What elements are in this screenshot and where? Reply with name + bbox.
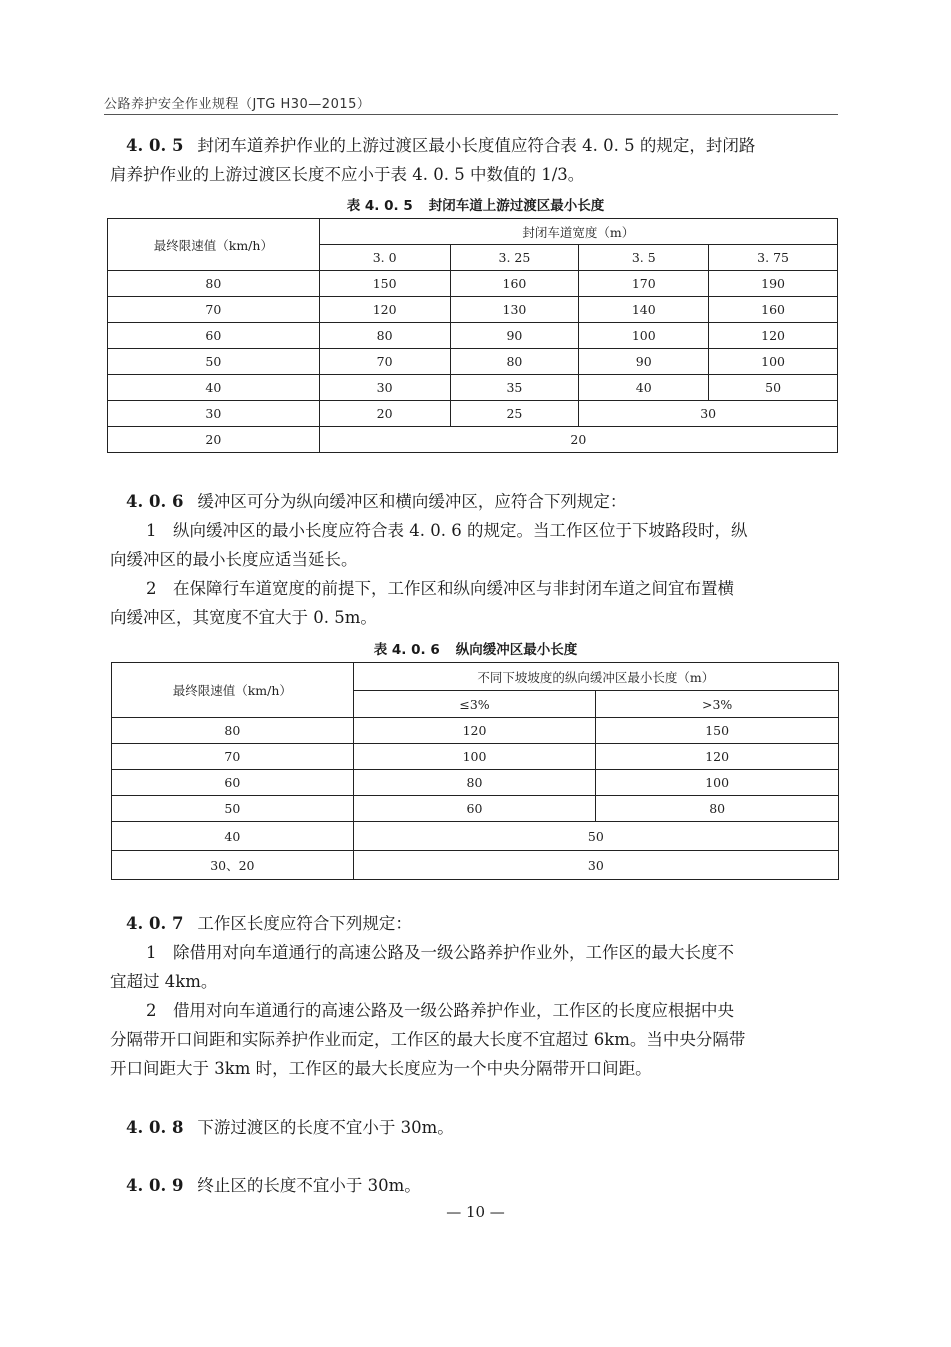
cell: 80 — [353, 770, 596, 796]
table-row — [112, 851, 839, 880]
cell: 90 — [450, 323, 579, 349]
item-2-continued: 分隔带开口间距和实际养护作业而定，工作区的最大长度不宜超过 6km。当中央分隔带 — [110, 1030, 746, 1049]
cell: 70 — [319, 349, 450, 375]
width-col: 3. 0 — [319, 245, 450, 271]
width-col: 3. 75 — [709, 245, 838, 271]
running-header: 公路养护安全作业规程（JTG H30—2015） — [104, 97, 371, 112]
cell: 170 — [579, 271, 709, 297]
row-header-speed: 最终限速值（km/h） — [112, 663, 354, 718]
row-header-speed: 最终限速值（km/h） — [108, 219, 320, 271]
cell: 25 — [450, 401, 579, 427]
caption-number: 表 4. 0. 6 — [373, 642, 440, 658]
cell: 100 — [709, 349, 838, 375]
cell: 120 — [709, 323, 838, 349]
cell: 20 — [319, 427, 837, 453]
cell: 70 — [112, 744, 354, 770]
table-row — [108, 349, 838, 375]
cell: 70 — [108, 297, 320, 323]
width-col: 3. 5 — [579, 245, 709, 271]
table-row — [112, 796, 839, 822]
section-4-0-9 — [110, 1171, 840, 1200]
table-row — [108, 297, 838, 323]
cell: 40 — [108, 375, 320, 401]
table-row — [108, 401, 838, 427]
table-row — [108, 323, 838, 349]
cell: 20 — [108, 427, 320, 453]
clause-text: 工作区长度应符合下列规定： — [197, 914, 412, 933]
slope-col: >3% — [596, 691, 839, 718]
group-header-buffer: 不同下坡坡度的纵向缓冲区最小长度（m） — [353, 663, 838, 691]
cell: 100 — [596, 770, 839, 796]
cell: 130 — [450, 297, 579, 323]
cell: 50 — [353, 822, 838, 851]
clause-text: 缓冲区可分为纵向缓冲区和横向缓冲区，应符合下列规定： — [197, 492, 627, 511]
cell: 160 — [709, 297, 838, 323]
table-row — [112, 770, 839, 796]
clause-text: 下游过渡区的长度不宜小于 30m。 — [197, 1118, 454, 1137]
caption-number: 表 4. 0. 5 — [346, 198, 413, 214]
item-1-continued: 宜超过 4km。 — [110, 972, 218, 991]
cell: 150 — [596, 718, 839, 744]
clause-text: 封闭车道养护作业的上游过渡区最小长度值应符合表 4. 0. 5 的规定，封闭路 — [197, 136, 756, 155]
table-row — [112, 718, 839, 744]
clause-number: 4. 0. 6 — [126, 492, 184, 511]
cell: 35 — [450, 375, 579, 401]
section-4-0-5 — [110, 131, 840, 189]
section-4-0-8 — [110, 1113, 840, 1142]
cell: 50 — [709, 375, 838, 401]
table-row — [112, 822, 839, 851]
item-1: 1 纵向缓冲区的最小长度应符合表 4. 0. 6 的规定。当工作区位于下坡路段时，纵 — [146, 521, 748, 540]
cell: 120 — [353, 718, 596, 744]
cell: 20 — [319, 401, 450, 427]
clause-text: 终止区的长度不宜小于 30m。 — [197, 1176, 421, 1195]
section-4-0-7 — [110, 909, 840, 1083]
caption-title: 纵向缓冲区最小长度 — [455, 642, 578, 658]
cell: 60 — [108, 323, 320, 349]
cell: 80 — [596, 796, 839, 822]
cell: 60 — [112, 770, 354, 796]
section-4-0-6 — [110, 487, 840, 632]
cell: 30 — [108, 401, 320, 427]
cell: 60 — [353, 796, 596, 822]
cell: 120 — [319, 297, 450, 323]
cell: 80 — [450, 349, 579, 375]
item-2-continued: 向缓冲区，其宽度不宜大于 0. 5m。 — [110, 608, 377, 627]
slope-col: ≤3% — [353, 691, 596, 718]
cell: 140 — [579, 297, 709, 323]
cell: 30、20 — [112, 851, 354, 880]
table-row — [108, 271, 838, 297]
item-2: 2 借用对向车道通行的高速公路及一级公路养护作业，工作区的长度应根据中央 — [146, 1001, 734, 1020]
width-col: 3. 25 — [450, 245, 579, 271]
cell: 80 — [319, 323, 450, 349]
cell: 100 — [579, 323, 709, 349]
item-1: 1 除借用对向车道通行的高速公路及一级公路养护作业外，工作区的最大长度不 — [146, 943, 734, 962]
cell: 80 — [112, 718, 354, 744]
item-2: 2 在保障行车道宽度的前提下，工作区和纵向缓冲区与非封闭车道之间宜布置横 — [146, 579, 734, 598]
clause-number: 4. 0. 7 — [126, 914, 184, 933]
cell: 50 — [112, 796, 354, 822]
cell: 30 — [353, 851, 838, 880]
clause-number: 4. 0. 9 — [126, 1176, 184, 1195]
cell: 50 — [108, 349, 320, 375]
item-2-continued: 开口间距大于 3km 时，工作区的最大长度应为一个中央分隔带开口间距。 — [110, 1059, 652, 1078]
table-row — [108, 427, 838, 453]
item-1-continued: 向缓冲区的最小长度应适当延长。 — [110, 550, 358, 569]
table-4-0-5 — [107, 218, 838, 453]
cell: 80 — [108, 271, 320, 297]
table-4-0-5-caption — [0, 194, 951, 214]
cell: 150 — [319, 271, 450, 297]
table-row — [112, 744, 839, 770]
table-4-0-6 — [111, 662, 839, 880]
group-header-lane-width: 封闭车道宽度（m） — [319, 219, 837, 245]
clause-number: 4. 0. 8 — [126, 1118, 184, 1137]
cell: 90 — [579, 349, 709, 375]
clause-number: 4. 0. 5 — [126, 136, 184, 155]
page-number: — 10 — — [446, 1203, 505, 1221]
table-row — [108, 375, 838, 401]
cell: 30 — [319, 375, 450, 401]
cell: 160 — [450, 271, 579, 297]
cell: 120 — [596, 744, 839, 770]
cell: 40 — [579, 375, 709, 401]
cell: 40 — [112, 822, 354, 851]
cell: 190 — [709, 271, 838, 297]
header-rule — [104, 114, 838, 115]
clause-text-continued: 肩养护作业的上游过渡区长度不应小于表 4. 0. 5 中数值的 1/3。 — [110, 165, 585, 184]
cell: 30 — [579, 401, 838, 427]
caption-title: 封闭车道上游过渡区最小长度 — [428, 198, 605, 214]
cell: 100 — [353, 744, 596, 770]
table-4-0-6-caption — [0, 638, 951, 658]
